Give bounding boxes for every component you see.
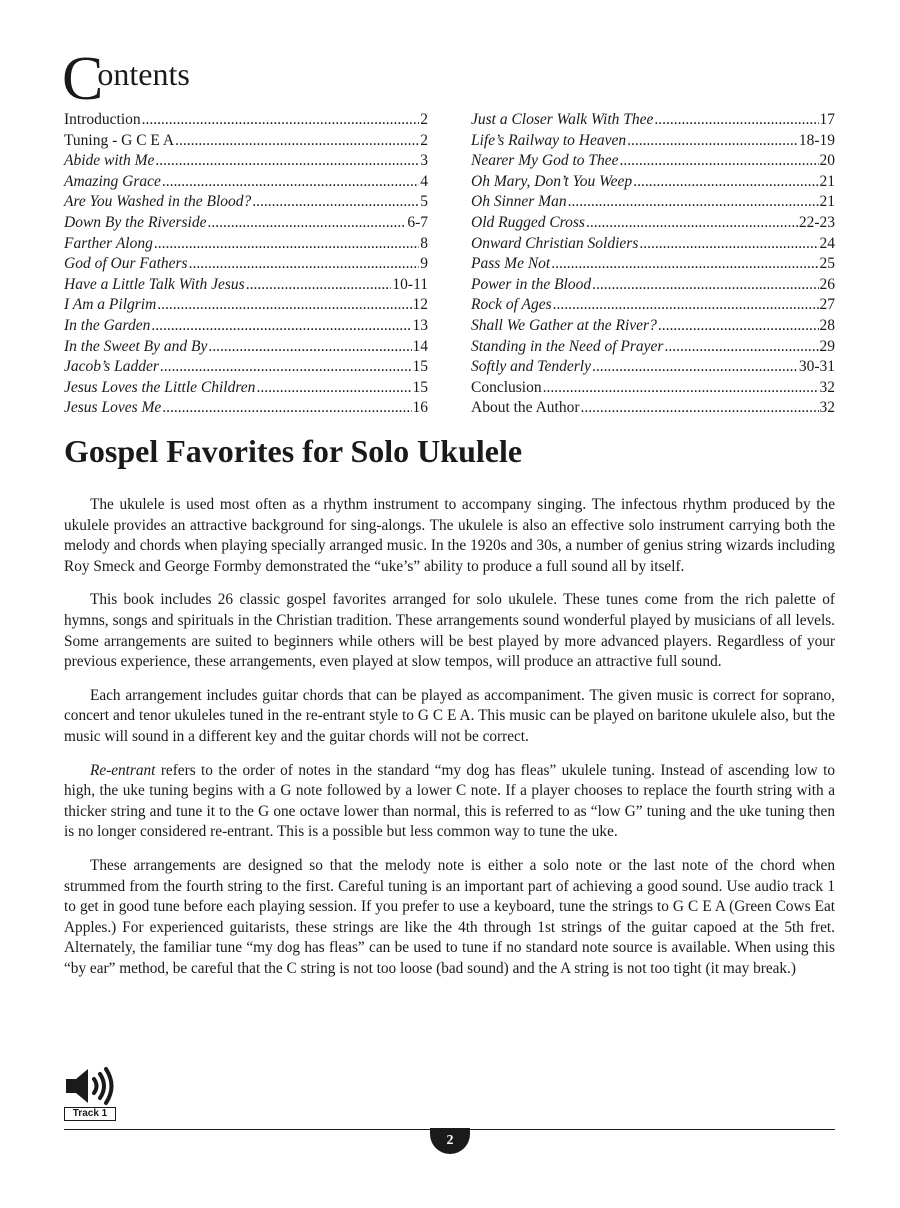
toc-entry-page: 2 — [420, 111, 428, 128]
toc-entry-title: Rock of Ages — [471, 296, 552, 314]
toc-entry — [471, 110, 835, 131]
toc-entry — [64, 192, 428, 213]
paragraph-book-contents: This book includes 26 classic gospel favorites arranged for solo ukulele. These tunes come from the rich palette of hymns, songs and spirituals in the Christian tradition. These arrangements sound wonderful played by musicians of all levels. Some arrangements are suited to beginners while others will be best played by more advanced players. Regardless of your previous experience, these arrangements, even played at slow tempos, will produce an attractive full sound. — [64, 591, 835, 671]
toc-entry-title: In the Sweet By and By — [64, 337, 208, 355]
toc-entry — [64, 316, 428, 337]
toc-left-column — [64, 110, 428, 419]
speaker-icon[interactable] — [64, 1066, 118, 1106]
toc-dot-leader — [627, 131, 798, 152]
toc-right-column — [471, 110, 835, 419]
toc-entry-page: 30-31 — [798, 358, 835, 376]
toc-entry-title: Abide with Me — [64, 152, 155, 170]
toc-entry-page: 2 — [420, 131, 428, 149]
toc-dot-leader — [208, 337, 411, 358]
toc-entry — [471, 213, 835, 234]
toc-entry — [471, 275, 835, 296]
toc-entry-page: 29 — [819, 337, 835, 355]
toc-entry-title: Are You Washed in the Blood? — [64, 193, 252, 211]
toc-dot-leader — [633, 172, 818, 193]
toc-entry-title: Softly and Tenderly — [471, 358, 591, 376]
toc-entry-title: Onward Christian Soldiers — [471, 234, 639, 252]
toc-entry-page: 25 — [819, 255, 835, 273]
toc-entry-page: 17 — [819, 111, 835, 128]
paragraph-re-entrant — [64, 761, 835, 843]
toc-dot-leader — [620, 151, 819, 172]
toc-entry-title: God of Our Fathers — [64, 255, 188, 273]
toc-entry-title: Amazing Grace — [64, 172, 161, 190]
contents-heading-initial: C — [62, 45, 104, 113]
toc-entry-title: Standing in the Need of Prayer — [471, 337, 664, 355]
toc-entry — [471, 398, 835, 419]
toc-dot-leader — [664, 337, 818, 358]
toc-entry — [471, 316, 835, 337]
page-number: 2 — [430, 1128, 470, 1154]
toc-entry-title: Old Rugged Cross — [471, 213, 585, 231]
toc-entry — [64, 398, 428, 419]
toc-entry-page: 28 — [819, 316, 835, 334]
toc-entry — [64, 254, 428, 275]
toc-dot-leader — [151, 316, 411, 337]
toc-entry — [471, 172, 835, 193]
toc-dot-leader — [142, 110, 420, 131]
toc-entry-title: Power in the Blood — [471, 275, 592, 293]
toc-dot-leader — [256, 378, 411, 399]
paragraph-tuning: These arrangements are designed so that the melody note is either a solo note or the last note of the chord when strummed from the fourth string to the first. Careful tuning is an important part of achieving a good sound. Use audio track 1 to get in good tune before each playing session. If you prefer to use a keyboard, tune the strings to G C E A (Green Cows Eat Apples.) For experienced guitarists, these strings are like the 4th through 1st strings of the guitar capoed at the 5th fret. Alternately, the familiar tune “my dog has fleas” can be used to tune if no standard note source is available. When using this “by ear” method, be careful that the C string is not too loose (bad sound) and the A string is not too tight (it may break.) — [64, 856, 835, 977]
toc-dot-leader — [189, 254, 420, 275]
toc-dot-leader — [207, 213, 406, 234]
toc-entry — [471, 254, 835, 275]
toc-entry-title: Nearer My God to Thee — [471, 152, 619, 170]
toc-entry — [64, 357, 428, 378]
paragraph-guitar-chords: Each arrangement includes guitar chords that can be played as accompaniment. The given music is correct for soprano, concert and tenor ukuleles tuned in the re-entrant style to G C E A. This music can be played on baritone ukulele also, but the music will sound in a different key and the guitar chords will not be correct. — [64, 686, 835, 745]
toc-dot-leader — [654, 110, 818, 131]
toc-entry-page: 18-19 — [798, 131, 835, 149]
toc-entry-page: 14 — [412, 337, 428, 355]
paragraph-intro: The ukulele is used most often as a rhythm instrument to accompany singing. The infectous rhythm produced by the ukulele provides an attractive background for sing-alongs. The ukulele is also an effective solo instrument carrying both the melody and chords when playing specially arranged music. In the 1920s and 30s, a number of genius string wizards including Roy Smeck and George Formby demonstrated the “uke’s” ability to produce a full sound all by itself. — [64, 496, 835, 575]
toc-entry — [64, 172, 428, 193]
toc-dot-leader — [162, 398, 411, 419]
toc-entry-page: 26 — [819, 275, 835, 293]
toc-entry-page: 10-11 — [392, 275, 428, 293]
toc-entry — [471, 131, 835, 152]
toc-entry — [64, 213, 428, 234]
toc-entry-title: Jacob’s Ladder — [64, 358, 159, 376]
article-title: Gospel Favorites for Solo Ukulele — [64, 433, 523, 469]
toc-dot-leader — [155, 151, 419, 172]
toc-entry — [471, 337, 835, 358]
toc-entry-title: Jesus Loves Me — [64, 399, 162, 417]
toc-entry — [64, 295, 428, 316]
re-entrant-text: refers to the order of notes in the standard “my dog has fleas” ukulele tuning. Instead of ascending low to high, the uke tuning begins with a G note followed by a lower C note. If a player chooses to replace the fourth string with a thicker string and tune it to the G one octave lower than normal, this is referred to as “low G” tuning and the uke tuning then is no longer considered re-entrant. This is a possible but less common way to tune the uke. — [64, 761, 835, 841]
toc-dot-leader — [175, 131, 419, 152]
toc-entry-page: 15 — [412, 378, 428, 396]
toc-entry-title: Pass Me Not — [471, 255, 551, 273]
toc-entry-page: 21 — [819, 193, 835, 211]
toc-entry — [471, 151, 835, 172]
toc-dot-leader — [162, 172, 419, 193]
toc-entry-title: In the Garden — [64, 316, 151, 334]
contents-heading — [62, 45, 190, 113]
toc-entry — [64, 337, 428, 358]
toc-entry-page: 13 — [412, 316, 428, 334]
toc-entry — [64, 234, 428, 255]
toc-entry-page: 9 — [420, 255, 428, 273]
toc-entry — [471, 378, 835, 399]
toc-dot-leader — [581, 398, 819, 419]
toc-entry-page: 16 — [412, 399, 428, 417]
toc-entry-page: 20 — [819, 152, 835, 170]
toc-entry-page: 32 — [819, 378, 835, 396]
toc-entry-title: Jesus Loves the Little Children — [64, 378, 256, 396]
toc-entry-title: Just a Closer Walk With Thee — [471, 111, 654, 128]
toc-entry — [64, 378, 428, 399]
toc-entry-title: Oh Mary, Don’t You Weep — [471, 172, 633, 190]
toc-entry-title: Life’s Railway to Heaven — [471, 131, 627, 149]
toc-entry — [471, 357, 835, 378]
toc-entry-page: 22-23 — [798, 213, 835, 231]
toc-dot-leader — [551, 254, 818, 275]
toc-entry-title: Conclusion — [471, 378, 542, 396]
contents-heading-rest: ontents — [97, 56, 190, 92]
toc-dot-leader — [592, 275, 818, 296]
toc-entry-title: About the Author — [471, 399, 580, 417]
toc-entry-page: 5 — [420, 193, 428, 211]
toc-dot-leader — [252, 192, 419, 213]
toc-entry-title: Farther Along — [64, 234, 153, 252]
toc-entry-page: 4 — [420, 172, 428, 190]
article-body — [64, 495, 835, 992]
toc-entry — [64, 110, 428, 131]
toc-entry-page: 24 — [819, 234, 835, 252]
toc-entry-page: 21 — [819, 172, 835, 190]
re-entrant-term: Re-entrant — [90, 761, 156, 779]
toc-dot-leader — [543, 378, 819, 399]
toc-entry — [64, 275, 428, 296]
toc-dot-leader — [586, 213, 798, 234]
toc-entry-title: Have a Little Talk With Jesus — [64, 275, 245, 293]
toc-entry-title: Down By the Riverside — [64, 213, 207, 231]
toc-entry-page: 6-7 — [407, 213, 428, 231]
toc-entry — [64, 151, 428, 172]
toc-dot-leader — [553, 295, 819, 316]
toc-entry-page: 12 — [412, 296, 428, 314]
toc-entry-page: 15 — [412, 358, 428, 376]
toc-entry-title: Shall We Gather at the River? — [471, 316, 657, 334]
toc-entry — [471, 295, 835, 316]
toc-entry-page: 8 — [420, 234, 428, 252]
toc-dot-leader — [160, 357, 412, 378]
toc-entry-title: Oh Sinner Man — [471, 193, 567, 211]
toc-dot-leader — [592, 357, 798, 378]
toc-dot-leader — [658, 316, 819, 337]
toc-entry — [471, 192, 835, 213]
toc-entry-page: 3 — [420, 152, 428, 170]
track-label: Track 1 — [64, 1107, 116, 1121]
toc-entry — [64, 131, 428, 152]
toc-entry-title: Introduction — [64, 111, 141, 128]
toc-dot-leader — [568, 192, 819, 213]
toc-entry-page: 27 — [819, 296, 835, 314]
toc-dot-leader — [246, 275, 392, 296]
toc-entry-title: I Am a Pilgrim — [64, 296, 157, 314]
toc-entry-title: Tuning - G C E A — [64, 131, 175, 149]
toc-entry — [471, 234, 835, 255]
toc-entry-page: 32 — [819, 399, 835, 417]
toc-dot-leader — [157, 295, 411, 316]
toc-dot-leader — [154, 234, 419, 255]
toc-dot-leader — [639, 234, 818, 255]
